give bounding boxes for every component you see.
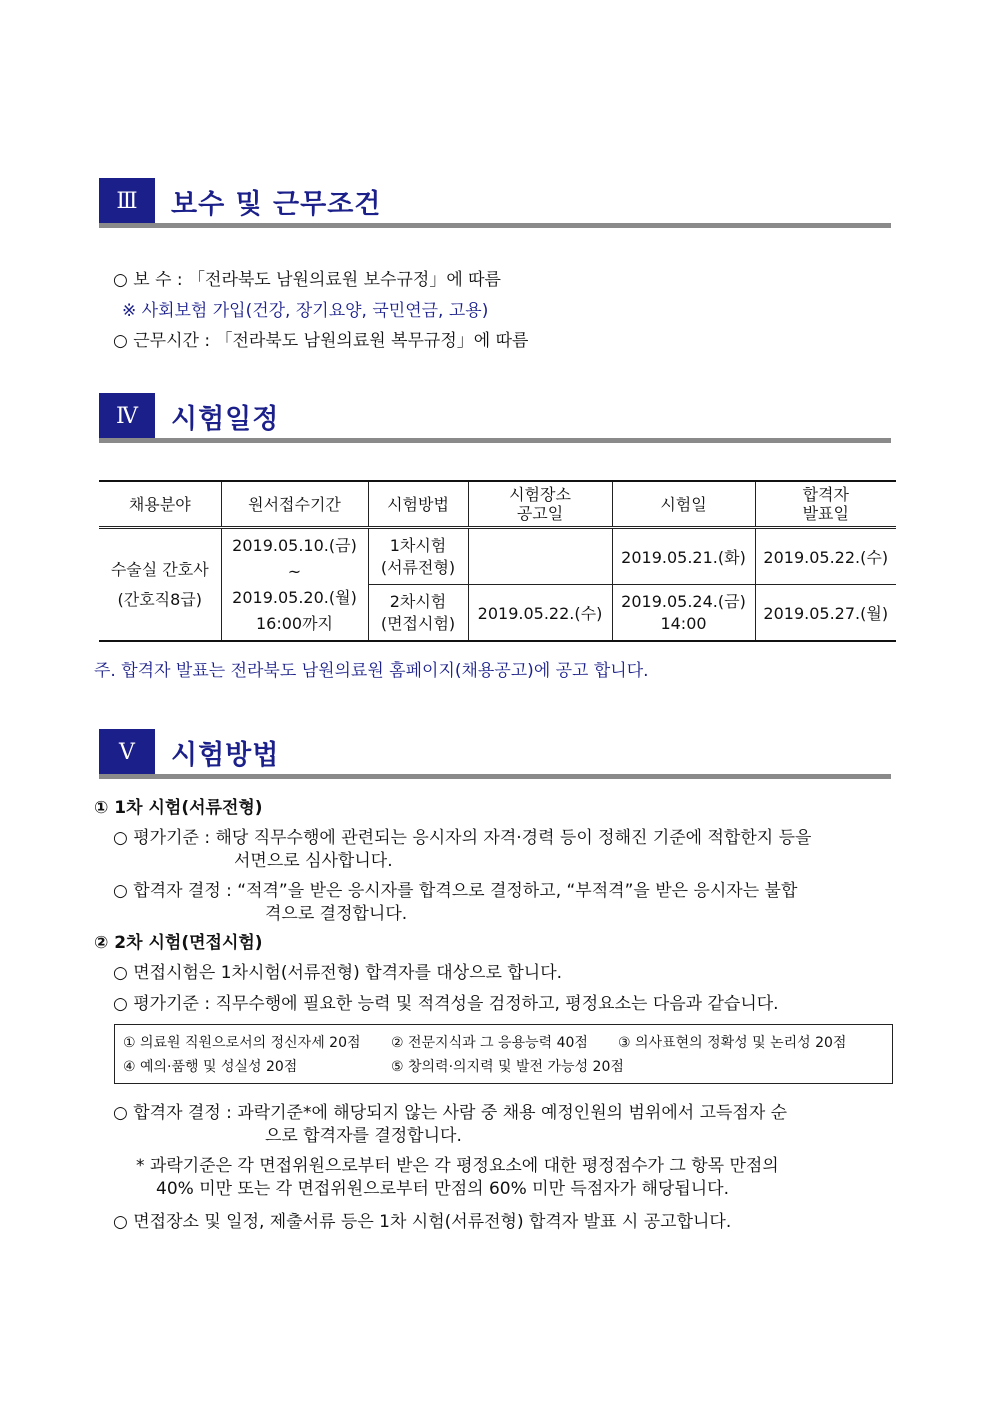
section-title: 시험방법 bbox=[171, 740, 280, 771]
factor-2: ② 전문지식과 그 응용능력 40점 bbox=[391, 1035, 588, 1051]
stage-2-decision: ○ 합격자 결정 : 과락기준*에 해당되지 않는 사람 중 채용 예정인원의 범위에서 고득점자 순 bbox=[113, 1103, 788, 1123]
period-sep: ~ bbox=[287, 561, 302, 581]
field-cell bbox=[99, 528, 221, 642]
section-divider bbox=[99, 438, 891, 443]
stage-2-criteria: ○ 평가기준 : 직무수행에 필요한 능력 및 적격성을 검정하고, 평정요소는 다음과 같습니다. bbox=[113, 994, 779, 1014]
cutoff-note: * 과락기준은 각 면접위원으로부터 받은 각 평정요소에 대한 평정점수가 그 항목 만점의 bbox=[136, 1156, 779, 1176]
field-grade: (간호직8급) bbox=[117, 589, 202, 609]
header-place-line2: 공고일 bbox=[516, 504, 564, 523]
factor-3: ③ 의사표현의 정확성 및 논리성 20점 bbox=[618, 1035, 847, 1051]
section-number: Ⅳ bbox=[99, 393, 155, 439]
exam-date: 2019.05.24.(금) bbox=[621, 591, 746, 611]
evaluation-factors-box bbox=[114, 1024, 893, 1084]
period-time: 16:00까지 bbox=[255, 613, 334, 633]
header-announce-line1: 합격자 bbox=[802, 485, 849, 504]
section-title: 시험일정 bbox=[171, 404, 280, 435]
header-place bbox=[468, 481, 612, 528]
section-divider bbox=[99, 774, 891, 779]
factor-4: ④ 예의·품행 및 성실성 20점 bbox=[123, 1059, 298, 1075]
header-method: 시험방법 bbox=[368, 481, 468, 528]
place-cell: 2019.05.22.(수) bbox=[468, 585, 612, 642]
table-header-row bbox=[99, 481, 896, 528]
header-period: 원서접수기간 bbox=[221, 481, 368, 528]
stage-2-target: ○ 면접시험은 1차시험(서류전형) 합격자를 대상으로 합니다. bbox=[113, 963, 563, 983]
section-title: 보수 및 근무조건 bbox=[171, 189, 382, 220]
stage-1-decision-cont: 격으로 결정합니다. bbox=[265, 904, 408, 924]
announce-cell: 2019.05.27.(월) bbox=[755, 585, 896, 642]
header-place-line1: 시험장소 bbox=[509, 485, 571, 504]
table-row bbox=[99, 528, 896, 585]
section-5-header bbox=[99, 729, 891, 779]
schedule-note: 주. 합격자 발표는 전라북도 남원의료원 홈페이지(채용공고)에 공고 합니다. bbox=[94, 661, 649, 681]
method-2-type: (면접시험) bbox=[380, 613, 456, 633]
method-cell bbox=[368, 528, 468, 585]
work-hours-line: ○ 근무시간 : 「전라북도 남원의료원 복무규정」에 따름 bbox=[113, 331, 529, 351]
stage-2-decision-cont: 으로 합격자를 결정합니다. bbox=[265, 1126, 462, 1146]
stage-1-heading: ① 1차 시험(서류전형) bbox=[94, 798, 263, 818]
cutoff-note-cont: 40% 미만 또는 각 면접위원으로부터 만점의 60% 미만 득점자가 해당됩니다. bbox=[156, 1179, 730, 1199]
period-start: 2019.05.10.(금) bbox=[232, 535, 357, 555]
pay-line: ○ 보 수 : 「전라북도 남원의료원 보수규정」에 따름 bbox=[113, 270, 501, 290]
stage-1-criteria-cont: 서면으로 심사합니다. bbox=[234, 851, 393, 871]
header-exam-date: 시험일 bbox=[612, 481, 755, 528]
section-number: Ⅲ bbox=[99, 178, 155, 224]
place-cell bbox=[468, 528, 612, 585]
stage-2-heading: ② 2차 시험(면접시험) bbox=[94, 933, 263, 953]
section-divider bbox=[99, 223, 891, 228]
announce-cell: 2019.05.22.(수) bbox=[755, 528, 896, 585]
method-1: 1차시험 bbox=[389, 535, 447, 555]
factor-5: ⑤ 창의력·의지력 및 발전 가능성 20점 bbox=[391, 1059, 624, 1075]
method-cell bbox=[368, 585, 468, 642]
exam-date-cell bbox=[612, 585, 755, 642]
header-announce bbox=[755, 481, 896, 528]
exam-time: 14:00 bbox=[660, 613, 707, 633]
insurance-note: ※ 사회보험 가입(건강, 장기요양, 국민연금, 고용) bbox=[122, 301, 489, 321]
header-announce-line2: 발표일 bbox=[802, 504, 849, 523]
exam-schedule-table bbox=[99, 480, 896, 642]
section-4-header bbox=[99, 393, 891, 443]
exam-date-cell: 2019.05.21.(화) bbox=[612, 528, 755, 585]
field-name: 수술실 간호사 bbox=[110, 559, 209, 579]
section-number: Ⅴ bbox=[99, 729, 155, 775]
method-2: 2차시험 bbox=[389, 591, 447, 611]
section-3-header bbox=[99, 178, 891, 228]
stage-1-criteria: ○ 평가기준 : 해당 직무수행에 관련되는 응시자의 자격·경력 등이 정해진 기준에 적합한지 등을 bbox=[113, 828, 812, 848]
period-end: 2019.05.20.(월) bbox=[232, 587, 357, 607]
period-cell bbox=[221, 528, 368, 642]
header-field: 채용분야 bbox=[99, 481, 221, 528]
factor-1: ① 의료원 직원으로서의 정신자세 20점 bbox=[123, 1035, 361, 1051]
interview-notice: ○ 면접장소 및 일정, 제출서류 등은 1차 시험(서류전형) 합격자 발표 시 공고합니다. bbox=[113, 1212, 732, 1232]
stage-1-decision: ○ 합격자 결정 : “적격”을 받은 응시자를 합격으로 결정하고, “부적격”을 받은 응시자는 불합 bbox=[113, 881, 798, 901]
method-1-type: (서류전형) bbox=[380, 557, 456, 577]
